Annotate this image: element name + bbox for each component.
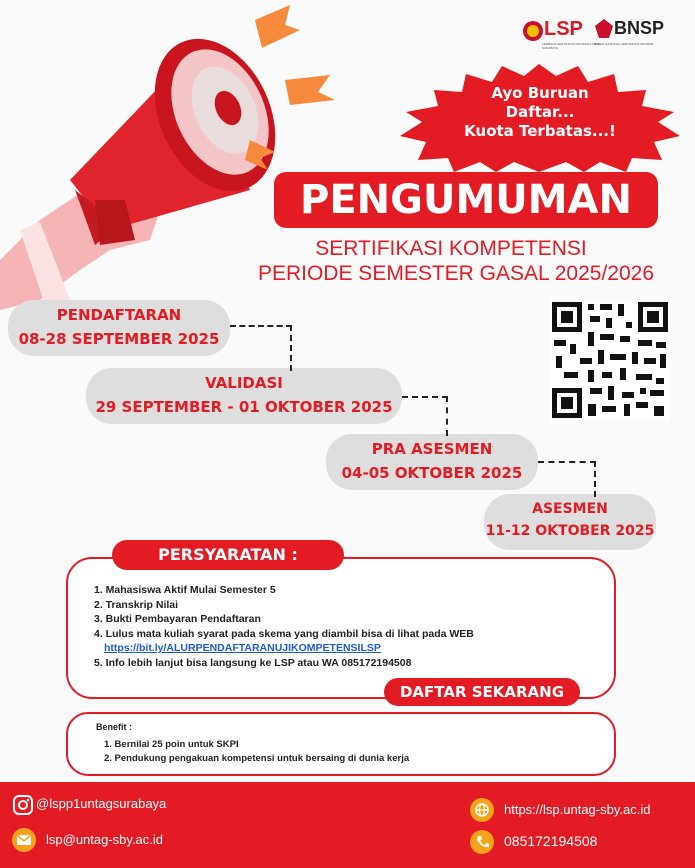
lsp-emblem-icon: [522, 20, 544, 42]
timeline-step-date: 04-05 OKTOBER 2025: [341, 464, 523, 482]
benefit-item: 1. Bernilai 25 poin untuk SKPI: [104, 739, 239, 750]
lsp-logo-subtext: LEMBAGA SERTIFIKASI PROFESI UNTAG SURABAYA: [542, 42, 601, 50]
requirements-list: [94, 583, 604, 670]
timeline-step-date: 29 SEPTEMBER - 01 OKTOBER 2025: [95, 398, 393, 416]
timeline-step-label: PENDAFTARAN: [56, 306, 182, 324]
benefit-item: 2. Pendukung pengakuan kompetensi untuk bersaing di dunia kerja: [104, 753, 410, 764]
footer: [0, 782, 695, 868]
requirements-heading: PERSYARATAN :: [112, 540, 344, 570]
timeline-step-pendaftaran: [8, 300, 230, 356]
bnsp-logo-text: BNSP: [614, 18, 665, 38]
page-title: PENGUMUMAN: [300, 177, 632, 223]
bnsp-logo: [594, 18, 676, 52]
email-address[interactable]: lsp@untag-sby.ac.id: [46, 832, 164, 847]
timeline-connector: [230, 325, 292, 371]
lsp-logo: [522, 18, 601, 52]
title-banner: [274, 172, 658, 228]
bnsp-logo-subtext: BADAN NASIONAL SERTIFIKASI PROFESI: [594, 42, 654, 46]
phone-icon: [470, 830, 494, 854]
timeline-step-label: VALIDASI: [205, 374, 283, 392]
email-icon: [12, 828, 36, 852]
subtitle-line1: SERTIFIKASI KOMPETENSI: [315, 237, 587, 260]
burst-line1: Ayo Buruan: [491, 84, 589, 102]
timeline-step-date: 11-12 OKTOBER 2025: [485, 523, 655, 539]
benefit-box: [66, 712, 616, 776]
starburst-text: [430, 84, 650, 141]
subtitle-block: [250, 236, 662, 286]
timeline-step-pra-asesmen: [326, 434, 538, 490]
timeline-step-label: ASESMEN: [532, 501, 608, 517]
requirement-item: 3. Bukti Pembayaran Pendaftaran: [94, 613, 261, 625]
benefit-list: [104, 738, 409, 766]
bnsp-emblem-icon: [594, 18, 614, 40]
requirement-item: 2. Transkrip Nilai: [94, 598, 179, 611]
timeline-step-date: 08-28 SEPTEMBER 2025: [18, 330, 220, 348]
registration-link[interactable]: https://bit.ly/ALURPENDAFTARANUJIKOMPETENSILSP: [104, 642, 381, 654]
qr-code: [550, 300, 670, 420]
burst-line2: Daftar...: [505, 103, 575, 121]
globe-icon: [470, 798, 494, 822]
lsp-logo-text: LSP: [544, 18, 583, 40]
timeline-connector: [402, 396, 448, 436]
benefit-heading: Benefit :: [96, 722, 132, 732]
timeline-step-validasi: [86, 368, 402, 424]
timeline-step-asesmen: [484, 494, 656, 550]
timeline-step-label: PRA ASESMEN: [371, 440, 493, 458]
requirement-item: 1. Mahasiswa Aktif Mulai Semester 5: [94, 584, 276, 596]
phone-number[interactable]: 085172194508: [504, 833, 598, 849]
subtitle-line2: PERIODE SEMESTER GASAL 2025/2026: [257, 262, 655, 285]
requirement-item: 5. Info lebih lanjut bisa langsung ke LSP atau WA 085172194508: [94, 656, 412, 669]
timeline-connector: [538, 461, 596, 497]
requirement-item: 4. Lulus mata kuliah syarat pada skema yang diambil bisa di lihat pada WEB: [94, 627, 474, 640]
website-link[interactable]: https://lsp.untag-sby.ac.id: [504, 802, 651, 817]
instagram-icon: [12, 794, 34, 816]
daftar-sekarang-button[interactable]: DAFTAR SEKARANG: [384, 678, 580, 706]
burst-line3: Kuota Terbatas...!: [464, 122, 616, 140]
instagram-handle[interactable]: @lspp1untagsurabaya: [36, 796, 167, 811]
